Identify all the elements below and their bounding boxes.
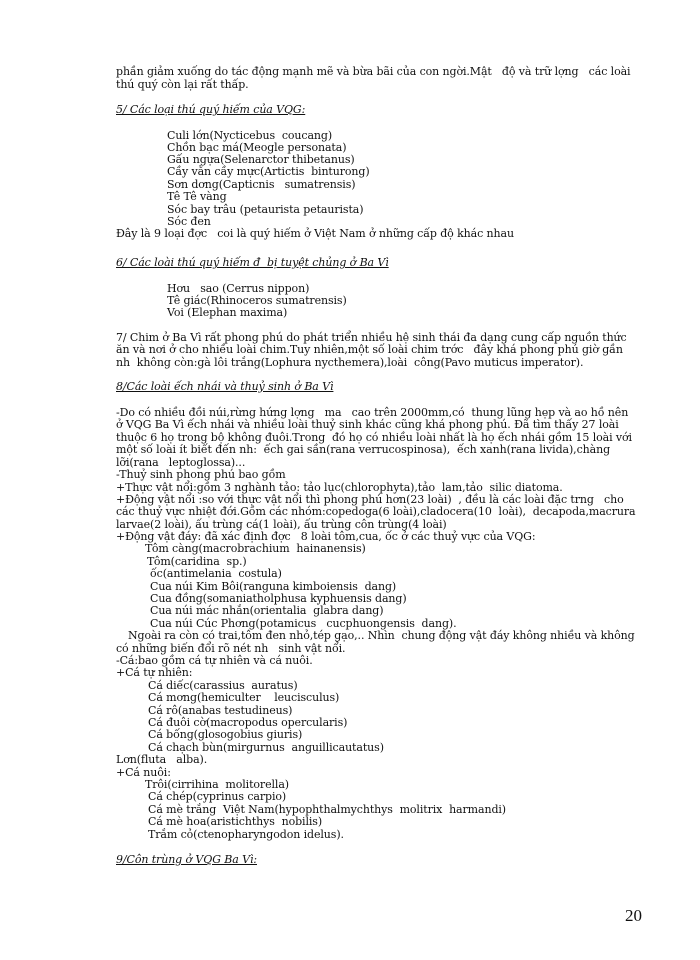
section-heading: 8/Các loài ếch nhái và thuỷ sinh ở Ba Vì <box>116 380 334 393</box>
paragraph-line: -Do có nhiều đồi núi,rừng hứng lợng ma cao trên 2000mm,có thung lũng hẹp và ao hồ nên <box>116 406 629 419</box>
list-item: Tê giác(Rhinoceros sumatrensis) <box>167 294 347 307</box>
paragraph-line: Lơn(fluta alba). <box>116 753 208 766</box>
list-item: Cá bống(glosogobius giuris) <box>148 728 303 741</box>
list-item: Cá mè trắng Việt Nam(hypophthalmychthys molitrix harmandi) <box>148 803 506 816</box>
list-item: Tôm càng(macrobrachium hainanensis) <box>145 542 366 555</box>
list-item: Sóc đen <box>167 215 211 228</box>
list-item: Cua núi mác nhắn(orientalia glabra dang) <box>150 604 384 617</box>
paragraph-line: phần giảm xuống do tác động mạnh mẽ và bừa bãi của con ngời.Mật độ và trữ lợng các loài <box>116 65 631 78</box>
paragraph-line: -Thuỷ sinh phong phú bao gồm <box>116 468 286 481</box>
list-item: Cua đồng(somaniatholphusa kyphuensis dang) <box>150 592 407 605</box>
paragraph-line: các thuỷ vực nhiệt đới.Gồm các nhóm:copedoga(6 loài),cladocera(10 loài), decapoda,macrura <box>116 505 636 518</box>
paragraph-line: Đây là 9 loại đợc coi là quý hiếm ở Việt Nam ở những cấp độ khác nhau <box>116 227 514 240</box>
list-item: Cá đuôi cờ(macropodus opercularis) <box>148 716 348 729</box>
paragraph-line: lỡi(rana leptoglossa)... <box>116 456 246 469</box>
list-item: Trắm cỏ(ctenopharyngodon idelus). <box>148 828 344 841</box>
section-heading: 5/ Các loại thú quý hiếm của VQG: <box>116 103 306 116</box>
list-item: Cá rô(anabas testudineus) <box>148 704 293 717</box>
list-item: Sóc bay trâu (petaurista petaurista) <box>167 203 364 216</box>
paragraph-line: có những biến đổi rõ nét nh sinh vật nổi. <box>116 642 346 655</box>
list-item: Trôi(cirrihina molitorella) <box>145 778 289 791</box>
paragraph-line: một số loài ít biết đến nh: ếch gai sần(rana verrucospinosa), ếch xanh(rana livida),chàng <box>116 443 611 456</box>
paragraph-line: thuộc 6 họ trong bộ không đuôi.Trong đó họ có nhiều loài nhất là họ ếch nhái gồm 15 loài với <box>116 431 632 444</box>
list-item: Cua núi Kim Bôi(ranguna kimboiensis dang) <box>150 580 397 593</box>
paragraph-line: +Thực vật nổi:gồm 3 nghành tảo: tảo lục(chlorophyta),tảo lam,tảo silic diatoma. <box>116 481 563 494</box>
paragraph-line: +Động vật nổi :so với thực vật nổi thì phong phú hơn(23 loài) , đều là các loài đặc trng cho <box>116 493 624 506</box>
list-item: Tê Tê vàng <box>167 190 227 203</box>
list-item: Cá mơng(hemiculter leucisculus) <box>148 691 340 704</box>
page-number: 20 <box>625 906 642 925</box>
list-item: Chồn bạc má(Meogle personata) <box>167 141 347 154</box>
list-item: Cá chép(cyprinus carpio) <box>148 790 287 803</box>
paragraph-line: nh không còn:gà lôi trắng(Lophura nycthemera),loài công(Pavo muticus imperator). <box>116 356 584 369</box>
section-heading: 6/ Các loài thú quý hiếm đ bị tuyệt chủng ở Ba Vì <box>116 256 389 269</box>
list-item: Gấu ngựa(Selenarctor thibetanus) <box>167 153 355 166</box>
list-item: Cầy vằn cầy mực(Artictis binturong) <box>167 165 370 178</box>
paragraph-line: thú quý còn lại rất thấp. <box>116 78 249 91</box>
paragraph-line: +Cá nuôi: <box>116 766 171 779</box>
list-item: Culi lớn(Nycticebus coucang) <box>167 129 333 142</box>
list-item: Hơu sao (Cerrus nippon) <box>167 282 310 295</box>
list-item: Sơn dơng(Capticnis sumatrensis) <box>167 178 356 191</box>
paragraph-line: +Cá tự nhiên: <box>116 666 193 679</box>
section-heading: 9/Côn trùng ở VQG Ba Vì: <box>116 853 257 866</box>
paragraph-line: ở VQG Ba Vì ếch nhái và nhiều loài thuỷ sinh khác cũng khá phong phú. Đã tìm thấy 27 loài <box>116 418 619 431</box>
paragraph-line: -Cá:bao gồm cá tự nhiên và cá nuôi. <box>116 654 313 667</box>
paragraph-line: larvae(2 loài), ấu trùng cá(1 loài), ấu trùng côn trùng(4 loài) <box>116 518 447 531</box>
list-item: Cua núi Cúc Phơng(potamicus cucphuongensis dang). <box>150 617 457 630</box>
paragraph-line: ăn và nơi ở cho nhiều loài chim.Tuy nhiên,một số loài chim trớc đây khá phong phú giờ gần <box>116 343 623 356</box>
list-item: Cá mè hoa(aristichthys nobilis) <box>148 815 323 828</box>
list-item: Tôm(caridina sp.) <box>147 555 247 568</box>
list-item: ốc(antimelania costula) <box>150 567 282 580</box>
paragraph-line: +Động vật đáy: đã xác định đợc 8 loài tôm,cua, ốc ở các thuỷ vực của VQG: <box>116 530 536 543</box>
list-item: Cá chạch bùn(mirgurnus anguillicautatus) <box>148 741 384 754</box>
paragraph-line: 7/ Chim ở Ba Vì rất phong phú do phát triển nhiều hệ sinh thái đa dạng cung cấp nguồn thức <box>116 331 627 344</box>
list-item: Cá diếc(carassius auratus) <box>148 679 298 692</box>
paragraph-line: Ngoài ra còn có trai,tôm đen nhỏ,tép gạo,.. Nhìn chung động vật đáy không nhiều và không <box>128 629 635 642</box>
list-item: Voi (Elephan maxima) <box>167 306 288 319</box>
